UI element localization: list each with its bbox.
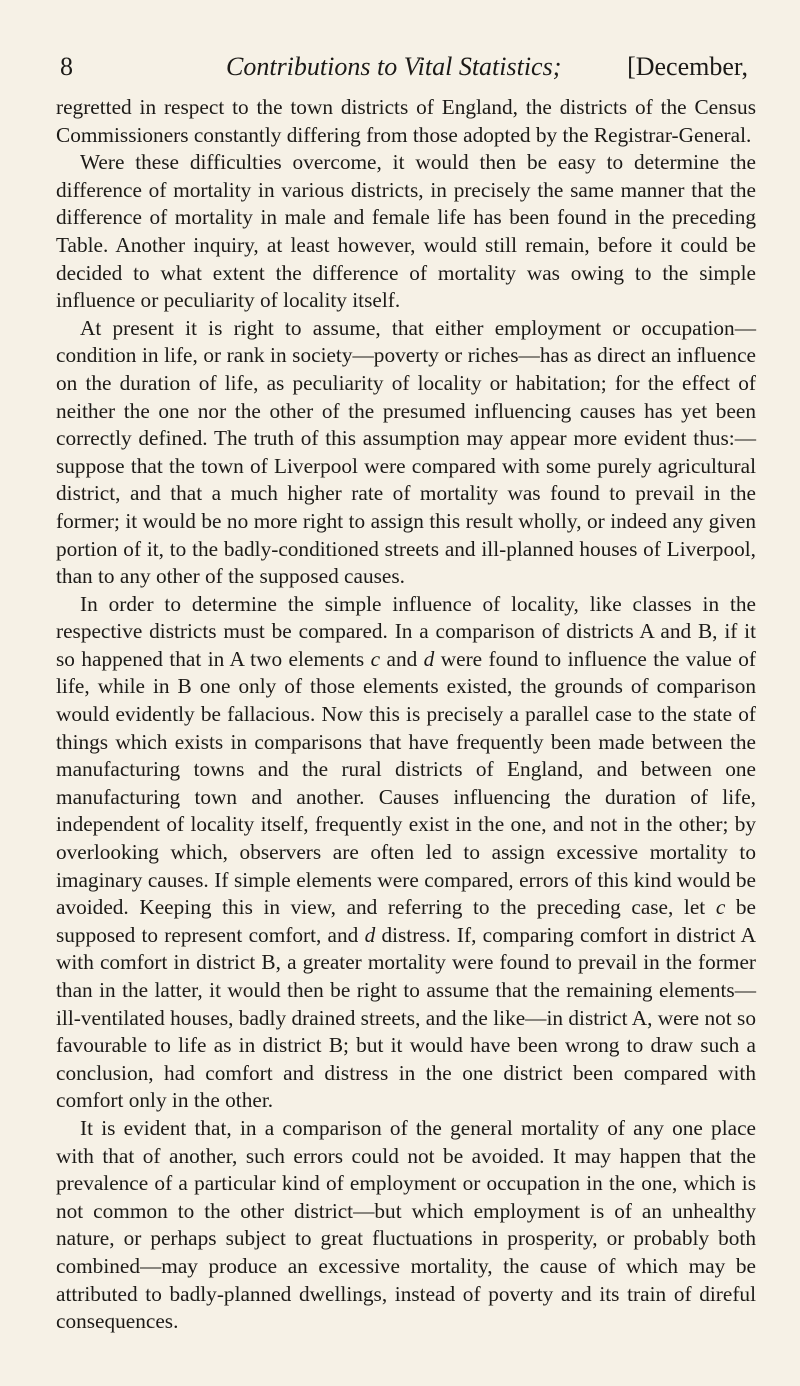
text-run: It is evident that, in a comparison of the general mortality of any one place with that of another, such errors could not be avoided. It may happen that the prevalence of a particular kind of employment or occupation in the one, which is not common to the other district—but which employment is of an unhealthy nature, or perhaps subject to great fluctuations in prosperity, or probably both combined—may produce an excessive mortality, the cause of which may be attributed to badly-planned dwellings, instead of poverty and its train of direful consequences. xyxy=(56,1115,756,1334)
paragraph xyxy=(56,591,756,1115)
page-number: 8 xyxy=(60,52,73,81)
paragraph xyxy=(56,149,756,315)
text-run: were found to influence the value of life, while in B one only of those elements existed, the grounds of comparison would evidently be fallacious. Now this is precisely a parallel case to the state of things which exists in comparisons that have frequently been made between the manufacturing towns and the rural districts of England, and between one manufacturing town and another. Causes influencing the duration of life, independent of locality itself, frequently exist in the one, and not in the other; by overlooking which, observers are often led to assign excessive mortality to imaginary causes. If simple elements were compared, errors of this kind would be avoided. Keeping this in view, and referring to the preceding case, let xyxy=(56,646,756,920)
body-text xyxy=(56,94,756,1336)
text-run: regretted in respect to the town districts of England, the districts of the Census Commissioners constantly differing from those adopted by the Registrar-General. xyxy=(56,95,756,147)
paragraph xyxy=(56,94,756,149)
running-title: Contributions to Vital Statistics; xyxy=(226,52,562,81)
italic-symbol: d xyxy=(423,646,435,671)
paragraph xyxy=(56,315,756,591)
italic-symbol: d xyxy=(364,922,376,947)
text-run: distress. If, comparing comfort in district A with comfort in district B, a greater mortality were found to prevail in the former than in the latter, it would then be right to assume that the remaining elements—ill-ventilated houses, badly drained streets, and the like—in district A, were not so favourable to life as in district B; but it would have been wrong to draw such a conclusion, had comfort and distress in the one district been compared with comfort only in the other. xyxy=(56,922,756,1113)
text-run: be supposed to represent comfort, and xyxy=(56,895,756,947)
text-run: At present it is right to assume, that either employment or occupation—condition in life, or rank in society—poverty or riches—has as direct an influence on the duration of life, as peculiarity of locality or habitation; for the effect of neither the one nor the other of the presumed influencing causes has yet been correctly defined. The truth of this assumption may appear more evident thus:—suppose that the town of Liverpool were compared with some purely agricultural district, and that a much higher rate of mortality was found to prevail in the former; it would be no more right to assign this result wholly, or indeed any given portion of it, to the badly-conditioned streets and ill-planned houses of Liverpool, than to any other of the supposed causes. xyxy=(56,315,756,589)
page-header xyxy=(56,52,756,84)
italic-symbol: c xyxy=(370,646,381,671)
text-run: In order to determine the simple influence of locality, like classes in the respective districts must be compared. In a comparison of districts A and B, if it so happened that in A two elements xyxy=(56,591,756,671)
italic-symbol: c xyxy=(715,895,726,920)
text-run: Were these difficulties overcome, it would then be easy to determine the difference of mortality in various districts, in precisely the same manner that the difference of mortality in male and female life has been found in the preceding Table. Another inquiry, at least however, would still remain, before it could be decided to what extent the difference of mortality was owing to the simple influence or peculiarity of locality itself. xyxy=(56,150,756,313)
paragraph xyxy=(56,1115,756,1336)
text-run: and xyxy=(380,646,424,671)
running-date: [December, xyxy=(627,52,748,81)
book-page xyxy=(56,52,756,1336)
